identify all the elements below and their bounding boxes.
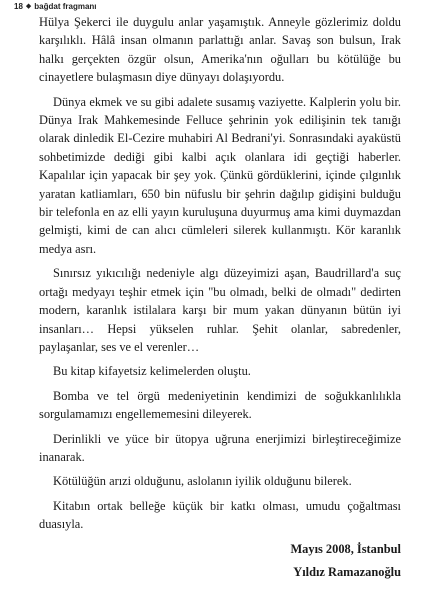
paragraph-1: Hülya Şekerci ile duygulu anlar yaşamıştık. Anneyle gözlerimiz doldu karşılıklı. Hâlâ insan olmanın parlattığı anlar. Savaş son bulsun, Irak halkı gerçekten özgür olsun, Amerika'nın oğulları bu kötülüğe bu cinayetlere bulaşmasın diye dünyayı dolaşıyordu.	[39, 15, 401, 85]
paragraph-2: Dünya ekmek ve su gibi adalete susamış vaziyette. Kalplerin yolu bir. Dünya Irak Mahkemesinde Felluce şehrinin yok edilişinin tek tanığı olarak dinledik El-Cezire muhabiri Al Bedrani'yi. Sonrasındaki ayaküstü sohbetimizde dediği gibi kalbi açık olanlara idi geçtiği haberler. Kapalılar için yapacak bir şey yok. Çünkü gördüklerini, içinde çılgınlık yaratan katliamları, 650 bin nüfuslu bir şehrin dağılıp gidişini bulduğu bir telefonla en az elli yayın kuruluşuna duyurmuş ama kimi duymazdan gelmişti, kimi de can alıcı cümleleri silerek kullanmıştı. Kör karanlık medya asrı.	[39, 94, 401, 256]
running-header	[14, 0, 97, 12]
page-number: 18	[14, 1, 23, 11]
signature-author: Yıldız Ramazanoğlu	[293, 564, 401, 579]
page-body	[39, 13, 401, 581]
paragraph-6: Derinlikli ve yüce bir ütopya uğruna enerjimizi birleştireceğimize inanarak.	[39, 431, 401, 464]
paragraph-5: Bomba ve tel örgü medeniyetinin kendimizi de soğukkanlılıkla sorgulamamızı engellememesini dileyerek.	[39, 388, 401, 422]
signature-date-place: Mayıs 2008, İstanbul	[290, 541, 401, 556]
paragraph-7: Kötülüğün arızi olduğunu, aslolanın iyilik olduğunu bilerek.	[53, 474, 352, 489]
diamond-icon: ◆	[25, 3, 32, 10]
paragraph-8: Kitabın ortak belleğe küçük bir katkı olması, umudu çoğaltması duasıyla.	[39, 498, 401, 532]
running-title: bağdat fragmanı	[34, 1, 97, 11]
paragraph-4: Bu kitap kifayetsiz kelimelerden oluştu.	[53, 364, 251, 379]
paragraph-3: Sınırsız yıkıcılığı nedeniyle algı düzeyimizi aşan, Baudrillard'a suç ortağı medyayı teşhir etmek için "bu olmadı, belki de olmadı" dedirten modern, karanlık istilalara karşı bir mum yakan dünyanın bütün iyi insanları… Hepsi yükselen ruhlar. Şehit olanlar, sabredenler, paylaşanlar, ses ve el verenler…	[39, 266, 401, 354]
